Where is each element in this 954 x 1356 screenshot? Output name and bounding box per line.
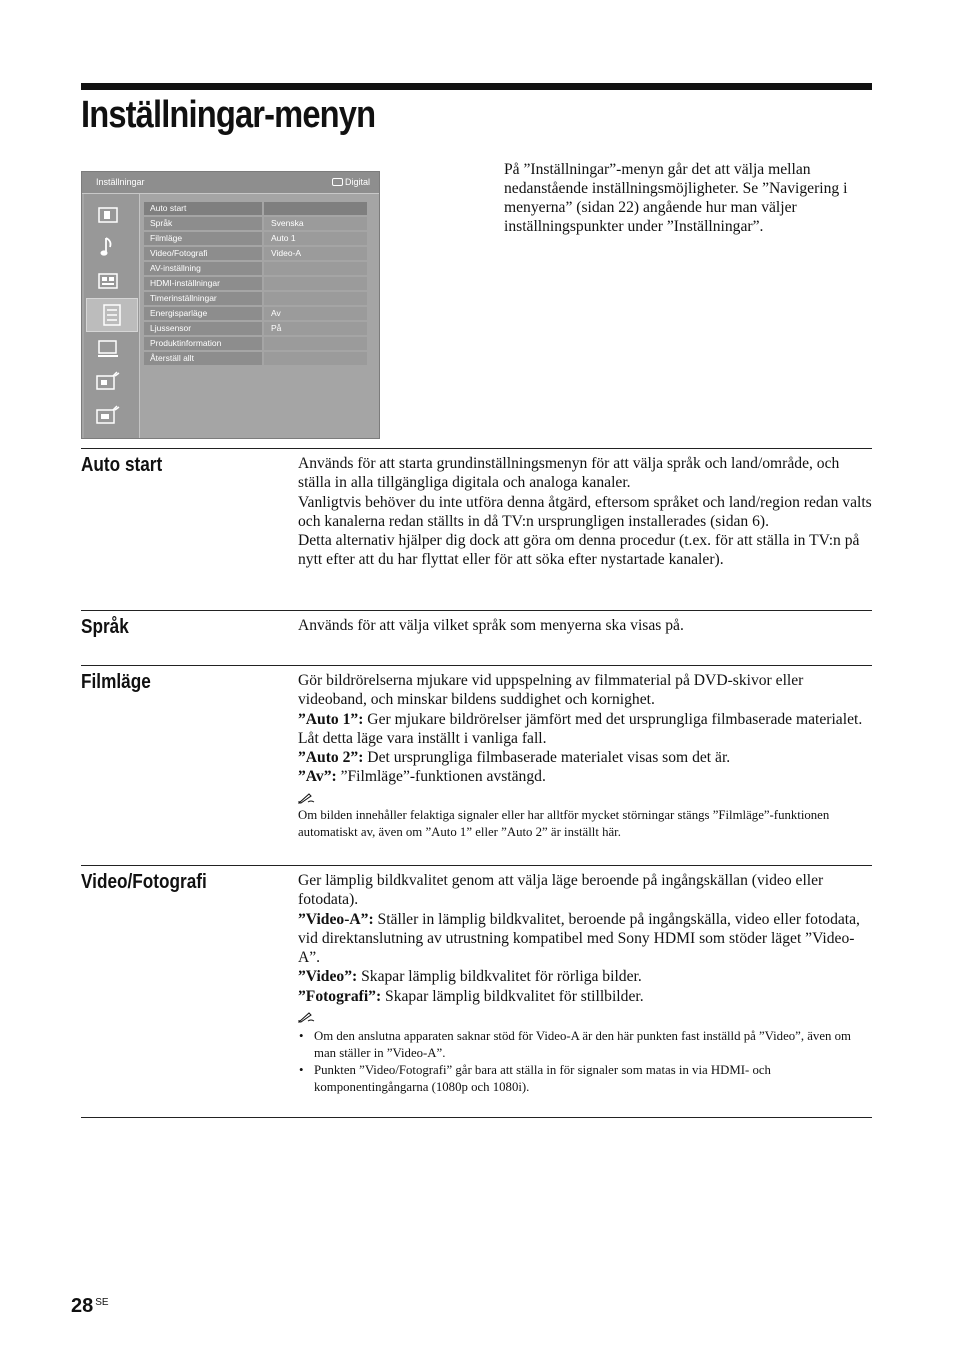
paragraph: Vanligtvis behöver du inte utföra denna åtgärd, eftersom språket och land/region redan valts och kanalerna redan ställts in då TV:n ursprungligen installerades (sidan 6). bbox=[298, 493, 872, 530]
option-text: Ger mjukare bildrörelser jämfört med det ursprungliga filmbaserade materialet. Låt detta läge vara inställt i vanliga fall. bbox=[298, 710, 863, 747]
paragraph: Gör bildrörelserna mjukare vid uppspelning av filmmaterial på DVD-skivor eller videoband, och minskar bildens suddighet och kornighet. bbox=[298, 672, 804, 709]
tv-menu-row bbox=[144, 247, 367, 260]
tv-menu-row bbox=[144, 262, 367, 275]
page-lang: SE bbox=[95, 1297, 109, 1308]
digital-badge bbox=[332, 177, 370, 187]
note-item: • Punkten ”Video/Fotografi” går bara att ställa in för signaler som matas in via HDMI- och komponentingångarna (1080p och 1080i). bbox=[298, 1062, 872, 1096]
option-text: ”Filmläge”-funktionen avstängd. bbox=[336, 768, 546, 786]
tv-signal-icon bbox=[96, 370, 120, 392]
option-key: ”Auto 1”: bbox=[298, 710, 364, 728]
option-fotografi bbox=[298, 987, 872, 1006]
note-text: Om bilden innehåller felaktiga signaler eller har alltför mycket störningar stängs ”Filmläge”-funktionen automatiskt av, även om ”Auto 1” eller ”Auto 2” är inställt här. bbox=[298, 807, 830, 839]
tv-menu-row bbox=[144, 352, 367, 365]
section-auto-start bbox=[81, 448, 872, 610]
tv-menu-header bbox=[82, 172, 379, 194]
row-value: Av bbox=[264, 307, 367, 320]
section-body bbox=[298, 871, 872, 1096]
row-value: Auto 1 bbox=[264, 232, 367, 245]
tv-menu-title: Inställningar bbox=[96, 177, 145, 187]
note-item: • Om den anslutna apparaten saknar stöd för Video-A är den här punkten fast inställd på ”Video”, även om man ställer in ”Video-A”. bbox=[298, 1028, 872, 1062]
option-text: Skapar lämplig bildkvalitet för rörliga bilder. bbox=[357, 968, 642, 986]
tv-signal-2-icon bbox=[96, 404, 120, 426]
title-rule bbox=[81, 83, 872, 90]
option-auto1 bbox=[298, 710, 872, 749]
page-number bbox=[71, 1295, 109, 1318]
option-video bbox=[298, 967, 872, 986]
paragraph: Används för att välja vilket språk som menyerna ska visas på. bbox=[298, 617, 684, 634]
row-value bbox=[264, 352, 367, 365]
row-label: Återställ allt bbox=[144, 352, 262, 365]
tv-menu-row bbox=[144, 322, 367, 335]
row-value: Svenska bbox=[264, 217, 367, 230]
section-heading: Filmläge bbox=[81, 671, 151, 693]
tv-menu-row bbox=[144, 337, 367, 350]
option-key: ”Av”: bbox=[298, 768, 337, 786]
picture-icon bbox=[96, 204, 120, 226]
tv-menu-row bbox=[144, 307, 367, 320]
option-auto2 bbox=[298, 748, 872, 767]
section-body bbox=[298, 454, 872, 570]
section-sprak bbox=[81, 610, 872, 665]
row-label: Auto start bbox=[144, 202, 262, 215]
note-pencil-icon bbox=[298, 1011, 872, 1026]
tv-menu-row bbox=[144, 277, 367, 290]
settings-icon bbox=[86, 298, 138, 332]
option-key: ”Fotografi”: bbox=[298, 987, 382, 1005]
digital-label: Digital bbox=[344, 177, 370, 187]
row-value bbox=[264, 262, 367, 275]
row-label: Timerinställningar bbox=[144, 292, 262, 305]
note-pencil-icon bbox=[298, 792, 872, 807]
option-key: ”Video-A”: bbox=[298, 910, 374, 928]
section-body bbox=[298, 616, 872, 635]
paragraph: Ger lämplig bildkvalitet genom att välja läge beroende på ingångskällan (video eller fotodata). bbox=[298, 872, 824, 909]
screen-icon bbox=[96, 270, 120, 292]
row-label: Energisparläge bbox=[144, 307, 262, 320]
intro-text: På ”Inställningar”-menyn går det att välja mellan nedanstående inställningsmöjligheter. Se ”Navigering i menyerna” (sidan 22) angående hur man väljer inställningspunkter under ”Inställningar”. bbox=[504, 161, 848, 235]
note-list bbox=[298, 1028, 872, 1096]
section-heading: Språk bbox=[81, 616, 129, 638]
row-value bbox=[264, 337, 367, 350]
paragraph: Används för att starta grundinställningsmenyn för att välja språk och land/område, och ställa in alla tillgängliga digitala och analoga kanaler. bbox=[298, 455, 840, 492]
option-key: ”Video”: bbox=[298, 968, 358, 986]
tv-menu-row bbox=[144, 232, 367, 245]
section-video-fotografi bbox=[81, 865, 872, 1118]
row-label: Produktinformation bbox=[144, 337, 262, 350]
row-label: Filmläge bbox=[144, 232, 262, 245]
section-body bbox=[298, 671, 872, 841]
option-text: Ställer in lämplig bildkvalitet, beroende på ingångskälla, video eller fotodata, vid direktanslutning av utrustning kompatibel med Sony HDMI som stöder läget ”Video-A”. bbox=[298, 910, 860, 967]
tv-menu-list bbox=[144, 202, 367, 367]
row-value bbox=[264, 277, 367, 290]
section-heading: Video/Fotografi bbox=[81, 871, 207, 893]
option-text: Det ursprungliga filmbaserade materialet visas som det är. bbox=[363, 749, 731, 767]
row-label: Ljussensor bbox=[144, 322, 262, 335]
paragraph: Detta alternativ hjälper dig dock att göra om denna procedur (t.ex. för att ställa in TV:n på nytt efter att du har flyttat eller för att söka efter nystartade kanaler). bbox=[298, 532, 860, 569]
option-video-a bbox=[298, 910, 872, 968]
page-number-value: 28 bbox=[71, 1295, 94, 1317]
tv-menu-row bbox=[144, 217, 367, 230]
tv-menu-screenshot bbox=[81, 171, 380, 439]
row-label: AV-inställning bbox=[144, 262, 262, 275]
section-filmlage bbox=[81, 665, 872, 865]
tv-menu-row bbox=[144, 292, 367, 305]
row-value: Video-A bbox=[264, 247, 367, 260]
page-title: Inställningar-menyn bbox=[81, 94, 376, 136]
option-av bbox=[298, 767, 872, 786]
tv-menu-sidebar bbox=[84, 194, 140, 438]
row-label: HDMI-inställningar bbox=[144, 277, 262, 290]
tv-menu-row bbox=[144, 202, 367, 215]
row-value: På bbox=[264, 322, 367, 335]
section-heading: Auto start bbox=[81, 454, 163, 476]
row-value bbox=[264, 292, 367, 305]
digital-icon bbox=[332, 178, 343, 186]
bottom-rule bbox=[81, 1117, 872, 1118]
row-label: Språk bbox=[144, 217, 262, 230]
option-key: ”Auto 2”: bbox=[298, 749, 364, 767]
row-label: Video/Fotografi bbox=[144, 247, 262, 260]
row-value bbox=[264, 202, 367, 215]
pc-icon bbox=[96, 338, 120, 360]
sound-icon bbox=[96, 236, 120, 258]
option-text: Skapar lämplig bildkvalitet för stillbilder. bbox=[381, 987, 644, 1005]
